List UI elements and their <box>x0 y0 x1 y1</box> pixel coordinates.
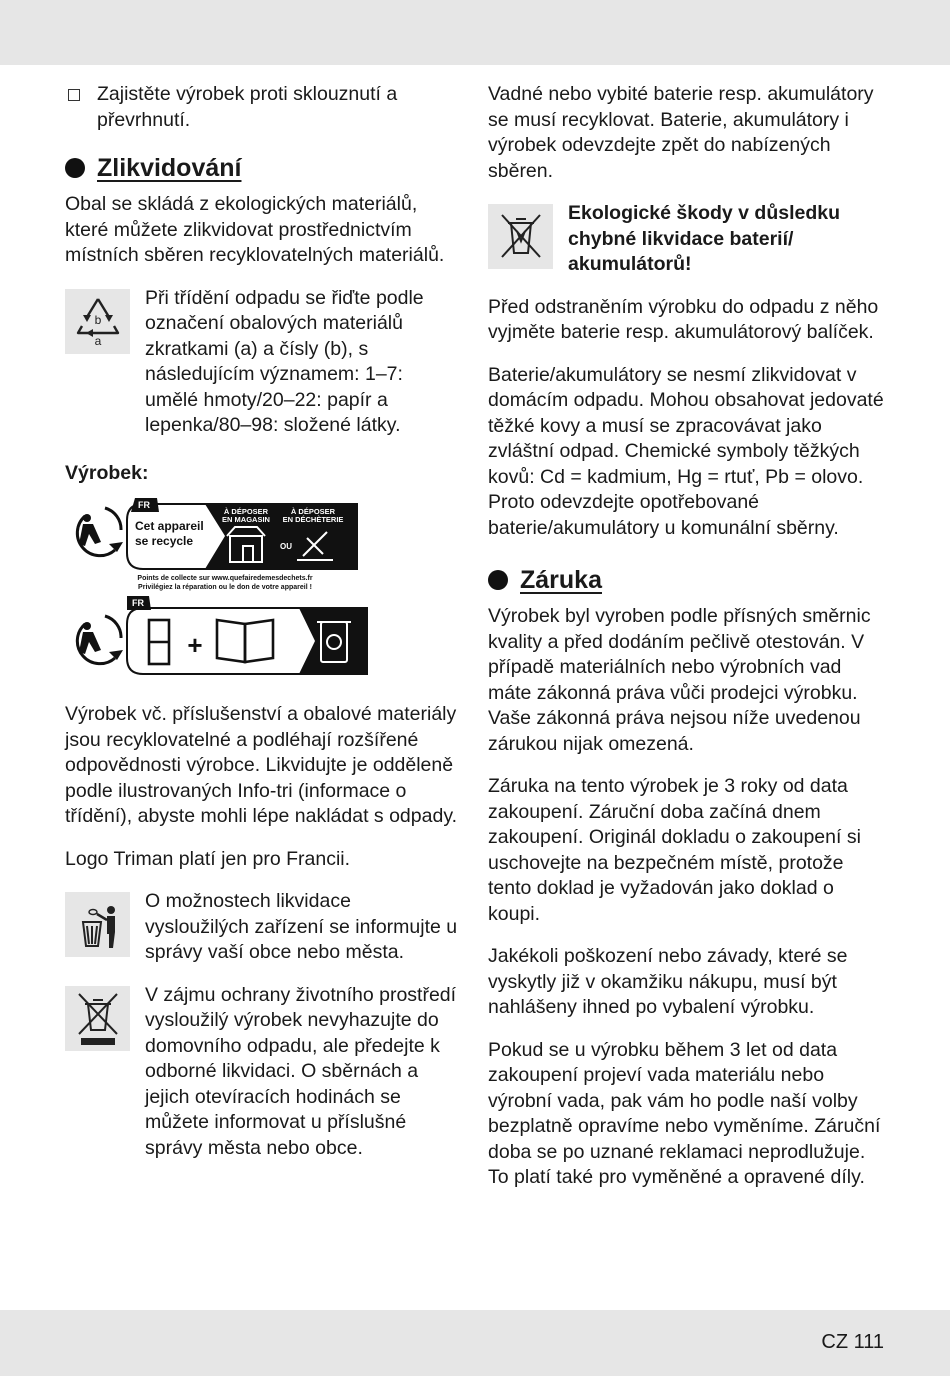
svg-text:FR: FR <box>132 598 144 608</box>
checklist-item <box>65 82 460 133</box>
disposal-title: Zlikvidování <box>97 154 242 182</box>
recycle-b-label: b <box>94 313 101 327</box>
weee-row <box>65 983 460 1162</box>
product-text: Výrobek vč. příslušenství a obalové materiály jsou recyklovatelné a podléhají rozšířené odpovědnosti výrobce. Likvidujte je odděleně podle ilustrovaných Info-tri (informace o třídění), abyste mohli lépe nakládat s odpady. <box>65 703 458 827</box>
page-number: CZ 111 <box>821 1331 884 1353</box>
fr-tag: FR <box>138 500 150 510</box>
svg-text:OU: OU <box>280 542 292 551</box>
svg-text:Points de collecte sur www.que: Points de collecte sur www.quefairedemesdechets.fr <box>137 575 313 582</box>
warranty-p4: Pokud se u výrobku během 3 let od data zakoupení projeví vada materiálu nebo výrobní vada, pak vám ho podle naší volby bezplatně opravíme nebo vyměníme. Záruční doba se po uznané reklamaci neprodlužuje. To platí také pro vyměněné a opravené díly. <box>488 1038 881 1188</box>
left-column <box>65 82 460 1178</box>
bullet-dot-icon <box>488 570 508 590</box>
battery-warning: Ekologické škody v důsledku chybné likvidace baterií/ akumulátorů! <box>568 202 841 275</box>
warranty-p3: Jakékoli poškození nebo závady, které se vyskytly již v okamžiku nákupu, musí být nahlášeny ihned po vybalení výrobku. <box>488 945 848 1018</box>
svg-text:+: + <box>187 630 203 660</box>
triman-note: Logo Triman platí jen pro Francii. <box>65 847 351 870</box>
crossed-bin-icon <box>65 986 130 1051</box>
warranty-heading <box>488 565 888 595</box>
svg-text:Cet appareil: Cet appareil <box>135 519 204 533</box>
svg-text:Privilégiez la réparation ou l: Privilégiez la réparation ou le don de votre appareil ! <box>138 584 312 591</box>
footer-band <box>0 1310 950 1376</box>
warranty-p1: Výrobek byl vyroben podle přísných směrnic kvality a před dodáním pečlivě otestován. V případě materiálních nebo výrobních vad máte zákonná práva vůči prodejci výrobku. Vaše zákonná práva nejsou níže uvedenou zárukou nijak omezená. <box>488 605 871 755</box>
crossed-bin-battery-icon <box>488 204 553 269</box>
right-column <box>488 82 888 1208</box>
recycle-symbol-icon <box>65 289 130 354</box>
recycle-a-label: a <box>94 334 101 347</box>
svg-text:se recycle: se recycle <box>135 534 194 548</box>
svg-text:À DÉPOSER: À DÉPOSER <box>223 507 269 516</box>
checklist-text: Zajistěte výrobek proti sklouznutí a převrhnutí. <box>97 83 398 131</box>
svg-text:EN MAGASIN: EN MAGASIN <box>222 515 270 524</box>
bin-text: O možnostech likvidace vysloužilých zařízení se informujte u správy vaší obce nebo města. <box>145 890 458 963</box>
battery-intro: Vadné nebo vybité baterie resp. akumulátory se musí recyklovat. Baterie, akumulátory i výrobek odevzdejte zpět do nabízených sběren. <box>488 83 874 182</box>
bin-row <box>65 889 460 966</box>
recycle-text: Při třídění odpadu se řiďte podle označení obalových materiálů zkratkami (a) a čísly (b), s následujícím významem: 1–7: umělé hmoty/20–22: papír a lepenka/80–98: složené látky. <box>145 286 424 436</box>
battery-remove: Před odstraněním výrobku do odpadu z něho vyjměte baterie resp. akumulátorový balíček. <box>488 295 879 343</box>
checkbox-icon <box>68 89 80 101</box>
svg-text:À DÉPOSER: À DÉPOSER <box>290 507 336 516</box>
warranty-p2: Záruka na tento výrobek je 3 roky od data zakoupení. Záruční doba začíná dnem zakoupení. Originál dokladu o zakoupení si uschovejte na bezpečném místě, protože tento doklad je vyžadován jako doklad o koupi. <box>488 775 861 925</box>
battery-warning-row <box>488 201 888 278</box>
waste-bin-person-icon <box>65 892 130 957</box>
product-label: Výrobek: <box>65 461 149 484</box>
triman-logos <box>65 494 375 684</box>
disposal-heading <box>65 153 460 183</box>
header-band <box>0 0 950 65</box>
warranty-title: Záruka <box>520 566 602 594</box>
bullet-dot-icon <box>65 158 85 178</box>
battery-household: Baterie/akumulátory se nesmí zlikvidovat v domácím odpadu. Mohou obsahovat jedovaté těžké kovy a musí se zpracovávat jako zvláštní odpad. Chemické symboly těžkých kovů: Cd = kadmium, Hg = rtuť, Pb = olovo. Proto odevzdejte opotřebované baterie/akumulátory u komunální sběrny. <box>488 363 884 539</box>
disposal-intro: Obal se skládá z ekologických materiálů, které můžete zlikvidovat prostřednictvím místních sběren recyklovatelných materiálů. <box>65 193 445 266</box>
svg-text:EN DÉCHÈTERIE: EN DÉCHÈTERIE <box>282 515 344 524</box>
recycle-row <box>65 286 460 439</box>
weee-text: V zájmu ochrany životního prostředí vysloužilý výrobek nevyhazujte do domovního odpadu, ale předejte k odborné likvidaci. O sběrnách a jejich otevíracích hodinách se můžete informovat u příslušné správy města nebo obce. <box>145 983 457 1159</box>
